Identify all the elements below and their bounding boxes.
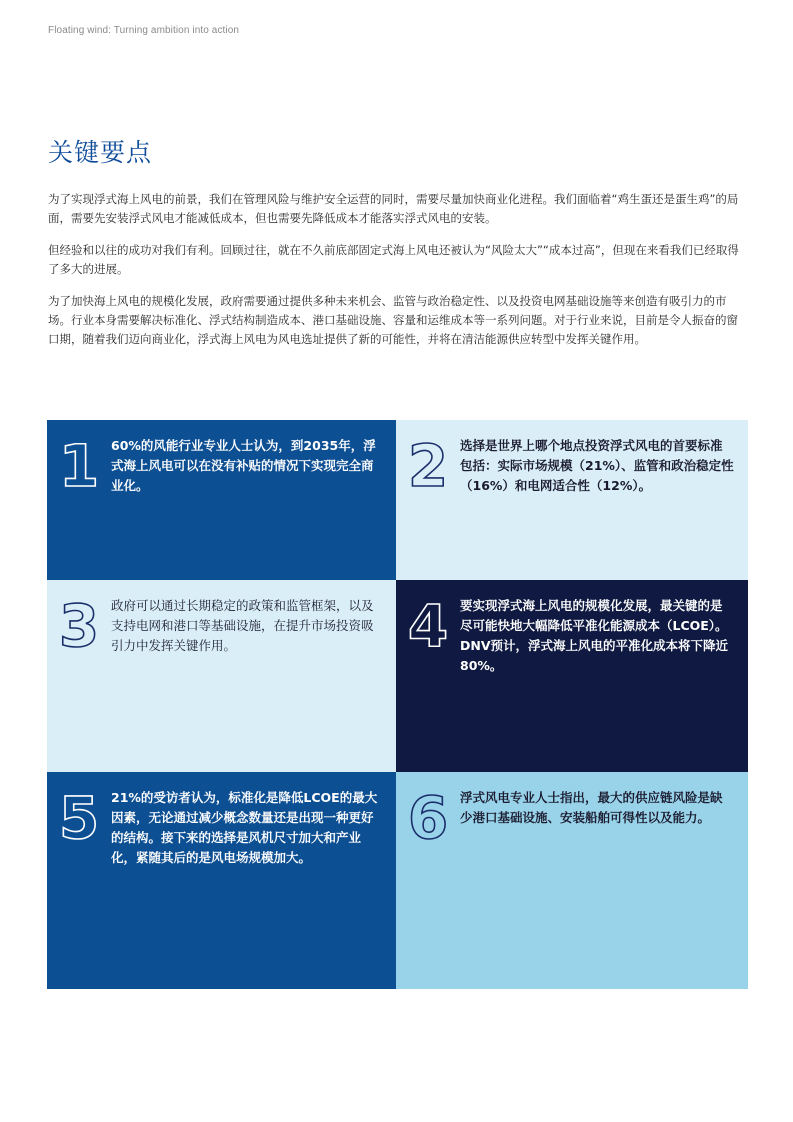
page-title: 关键要点 xyxy=(48,138,153,167)
key-point-text-2: 选择是世界上哪个地点投资浮式风电的首要标准包括：实际市场规模（21%）、监管和政治稳定性（16%）和电网适合性（12%）。 xyxy=(460,438,734,493)
key-point-1 xyxy=(47,420,396,580)
key-point-text-5: 21%的受访者认为，标准化是降低LCOE的最大因素，无论通过减少概念数量还是出现一种更好的结构。接下来的选择是风机尺寸加大和产业化，紧随其后的是风电场规模加大。 xyxy=(111,790,378,865)
intro-paragraph-3: 为了加快海上风电的规模化发展，政府需要通过提供多种未来机会、监管与政治稳定性、以及投资电网基础设施等来创造有吸引力的市场。行业本身需要解决标准化、浮式结构制造成本、港口基础设施、容量和运维成本等一系列问题。对于行业来说，目前是令人振奋的窗口期，随着我们迈向商业化，浮式海上风电为风电选址提供了新的可能性，并将在清洁能源供应转型中发挥关键作用。 xyxy=(48,294,738,346)
key-point-text-3: 政府可以通过长期稳定的政策和监管框架，以及支持电网和港口等基础设施，在提升市场投资吸引力中发挥关键作用。 xyxy=(111,598,374,653)
running-header: Floating wind: Turning ambition into action xyxy=(48,25,240,36)
key-point-2 xyxy=(396,420,748,580)
key-point-text-4: 要实现浮式海上风电的规模化发展，最关键的是尽可能快地大幅降低平准化能源成本（LCOE）。DNV预计，浮式海上风电的平准化成本将下降近80%。 xyxy=(460,598,729,673)
key-point-6 xyxy=(396,772,748,989)
key-point-number-2: 2 xyxy=(407,432,449,500)
key-point-text-6: 浮式风电专业人士指出，最大的供应链风险是缺少港口基础设施、安装船舶可得性以及能力。 xyxy=(460,790,723,825)
key-point-number-6: 6 xyxy=(407,784,449,852)
key-point-number-6-icon xyxy=(396,784,460,852)
intro-paragraph-1: 为了实现浮式海上风电的前景，我们在管理风险与维护安全运营的同时，需要尽量加快商业化进程。我们面临着“鸡生蛋还是蛋生鸡”的局面，需要先安装浮式风电才能减低成本，但也需要先降低成本才能落实浮式风电的安装。 xyxy=(48,192,739,225)
key-point-text-1: 60%的风能行业专业人士认为，到2035年，浮式海上风电可以在没有补贴的情况下实现完全商业化。 xyxy=(111,438,376,493)
key-point-number-2-icon xyxy=(396,432,460,500)
key-point-number-3: 3 xyxy=(58,592,100,660)
key-point-number-1-icon xyxy=(47,432,111,500)
key-point-4 xyxy=(396,580,748,772)
key-point-3 xyxy=(47,580,396,772)
intro-paragraph-2: 但经验和以往的成功对我们有利。回顾过往，就在不久前底部固定式海上风电还被认为“风险太大”“成本过高”，但现在来看我们已经取得了多大的进展。 xyxy=(48,243,739,276)
key-point-number-5: 5 xyxy=(58,784,100,852)
key-point-number-3-icon xyxy=(47,592,111,660)
key-point-number-1: 1 xyxy=(58,432,100,500)
key-point-5 xyxy=(47,772,396,989)
key-points-grid xyxy=(47,420,748,989)
key-point-number-5-icon xyxy=(47,784,111,852)
intro-section xyxy=(48,190,748,362)
key-point-number-4: 4 xyxy=(407,592,449,660)
key-point-number-4-icon xyxy=(396,592,460,660)
